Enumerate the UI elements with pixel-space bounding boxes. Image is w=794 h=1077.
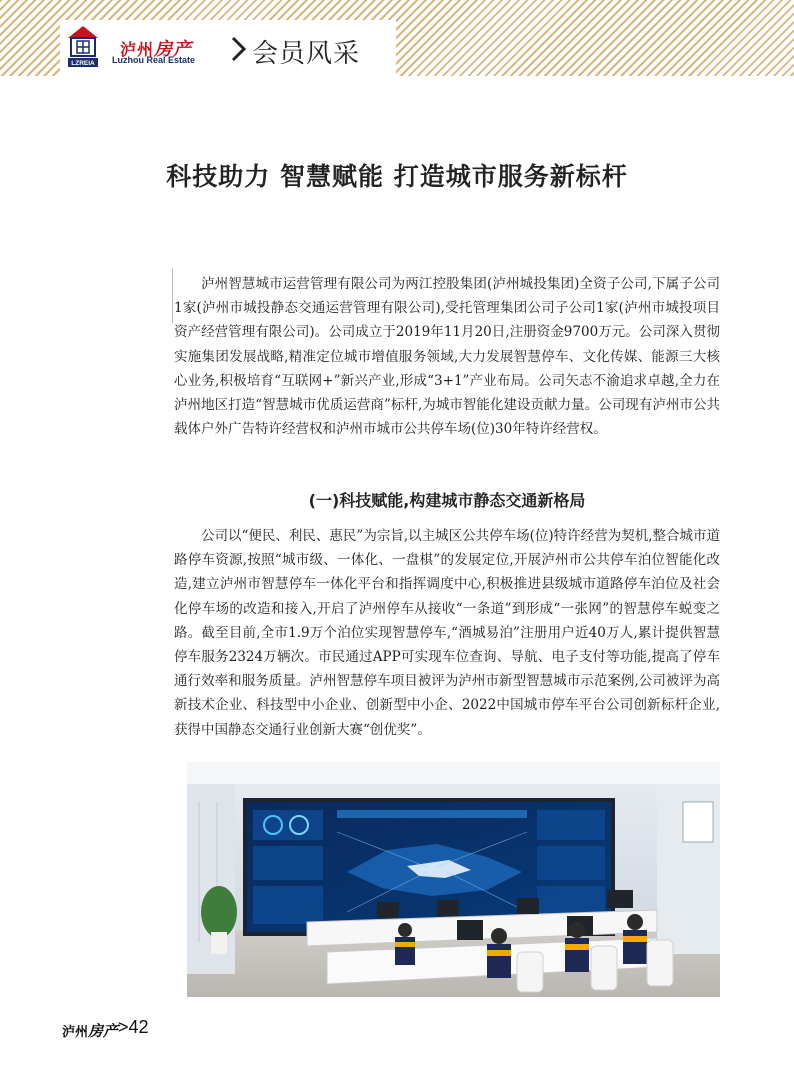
footer-brand — [62, 1020, 118, 1041]
header-brand-cn: 泸州 — [120, 40, 155, 59]
page-number: >42 — [118, 1017, 149, 1037]
section-title: 会员风采 — [252, 39, 361, 69]
left-rule-divider — [172, 268, 173, 323]
control-center-photo — [187, 762, 720, 997]
body-paragraph: 公司以“便民、利民、惠民”为宗旨,以主城区公共停车场(位)特许经营为契机,整合城市道路停车资源,按照“城市级、一体化、一盘棋”的发展定位,开展泸州市公共停车泊位智能化改造,建立泸州市智慧停车一体化平台和指挥调度中心,积极推进县级城市道路停车泊位及社会化停车场的改造和接入,开启了泸州停车从接收“一条道”到形成“一张网”的智慧停车蜕变之路。截至目前,全市1.9万个泊位实现智慧停车,“酒城易泊”注册用户近40万人,累计提供智慧停车服务2324万辆次。市民通过APP可实现车位查询、导航、电子支付等功能,提高了停车通行效率和服务质量。泸州智慧停车项目被评为泸州市新型智慧城市示范案例,公司被评为高新技术企业、科技型中小企业、创新型中小企、2022中国城市停车平台公司创新标杆企业,获得中国静态交通行业创新大赛“创优奖”。 — [174, 528, 720, 738]
photo-plant — [201, 886, 237, 938]
footer-brand-cn-accent: 房产 — [88, 1022, 119, 1040]
article-title: 科技助力 智慧赋能 打造城市服务新标杆 — [166, 162, 628, 191]
header-brand-en: Luzhou Real Estate — [112, 55, 196, 65]
footer-brand-cn: 泸州 — [62, 1025, 89, 1040]
logo-text: LZREIA — [71, 60, 95, 67]
chevron-right-icon — [230, 34, 248, 64]
header-brand-cn-accent: 房产 — [154, 39, 193, 60]
house-logo-icon — [66, 24, 100, 70]
photo-wall-sign — [683, 802, 713, 842]
section-subheading: (一)科技赋能,构建城市静态交通新格局 — [308, 491, 586, 510]
intro-paragraph: 泸州智慧城市运营管理有限公司为两江控股集团(泸州城投集团)全资子公司,下属子公司1家(泸州市城投静态交通运营管理有限公司),受托管理集团公司子公司1家(泸州市城投项目资产经营管理有限公司)。公司成立于2019年11月20日,注册资金9700万元。公司深入贯彻实施集团发展战略,精准定位城市增值服务领域,大力发展智慧停车、文化传媒、能源三大核心业务,积极培育“互联网+”新兴产业,形成“3+1”产业布局。公司矢志不渝追求卓越,全力在泸州地区打造“智慧城市优质运营商”标杆,为城市智能化建设贡献力量。公司现有泸州市公共载体户外广告特许经营权和泸州市城市公共停车场(位)30年特许经营权。 — [174, 276, 720, 438]
photo-ceiling — [187, 762, 720, 784]
